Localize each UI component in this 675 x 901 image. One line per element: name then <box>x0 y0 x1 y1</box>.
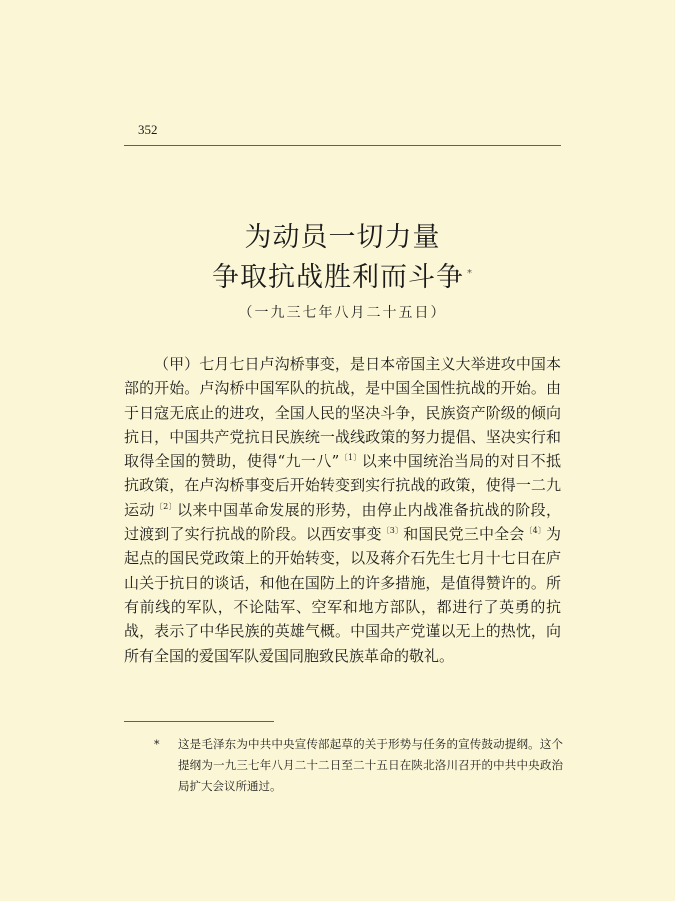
footnote-mark: * <box>154 738 160 751</box>
title-line-2-text: 争取抗战胜利而斗争 <box>212 262 464 293</box>
paragraph-segment: 以来中国统治当局的对日不抵抗政策，在卢沟桥事变后开始转变到实行抗战的政策，使得一二九运动 <box>124 452 561 519</box>
article-title <box>124 220 561 296</box>
title-footnote-mark[interactable]: * <box>467 268 473 279</box>
footnote <box>154 734 563 797</box>
paragraph-segment: 和国民党三中全会 <box>403 525 525 544</box>
title-line-1: 为动员一切力量 <box>244 222 441 253</box>
header-rule <box>124 145 561 146</box>
page-number: 352 <box>138 122 158 137</box>
body-paragraph <box>124 352 561 668</box>
note-reference-2[interactable]: 〔2〕 <box>154 501 177 511</box>
footnote-text: 这是毛泽东为中共中央宣传部起草的关于形势与任务的宣传鼓动提纲。这个提纲为一九三七年八月二十二日至二十五日在陕北洛川召开的中共中央政治局扩大会议所通过。 <box>178 737 563 793</box>
article-date: （一九三七年八月二十五日） <box>238 305 447 321</box>
note-reference-4[interactable]: 〔4〕 <box>524 526 546 536</box>
footnote-rule <box>124 721 274 722</box>
note-reference-1[interactable]: 〔1〕 <box>339 453 362 463</box>
title-line-2 <box>124 256 561 296</box>
paragraph-segment: （甲）七月七日卢沟桥事变，是日本帝国主义大举进攻中国本部的开始。卢沟桥中国军队的抗战，是中国全国性抗战的开始。由于日寇无底止的进攻，全国人民的坚决斗争，民族资产阶级的倾向抗日，中国共产党抗日民族统一战线政策的努力提倡、坚决实行和取得全国的赞助，使得“九一八” <box>124 355 561 471</box>
note-reference-3[interactable]: 〔3〕 <box>381 526 404 536</box>
paragraph-segment: 为起点的国民党政策上的开始转变，以及蒋介石先生七月十七日在庐山关于抗日的谈话，和他在国防上的许多措施，是值得赞许的。所有前线的军队，不论陆军、空军和地方部队，都进行了英勇的抗战，表示了中华民族的英雄气概。中国共产党谨以无上的热忱，向所有全国的爱国军队爱国同胞致民族革命的敬礼。 <box>124 525 561 665</box>
paragraph-segment: 以来中国革命发展的形势，由停止内战准备抗战的阶段，过渡到了实行抗战的阶段。以西安事变 <box>124 500 561 544</box>
